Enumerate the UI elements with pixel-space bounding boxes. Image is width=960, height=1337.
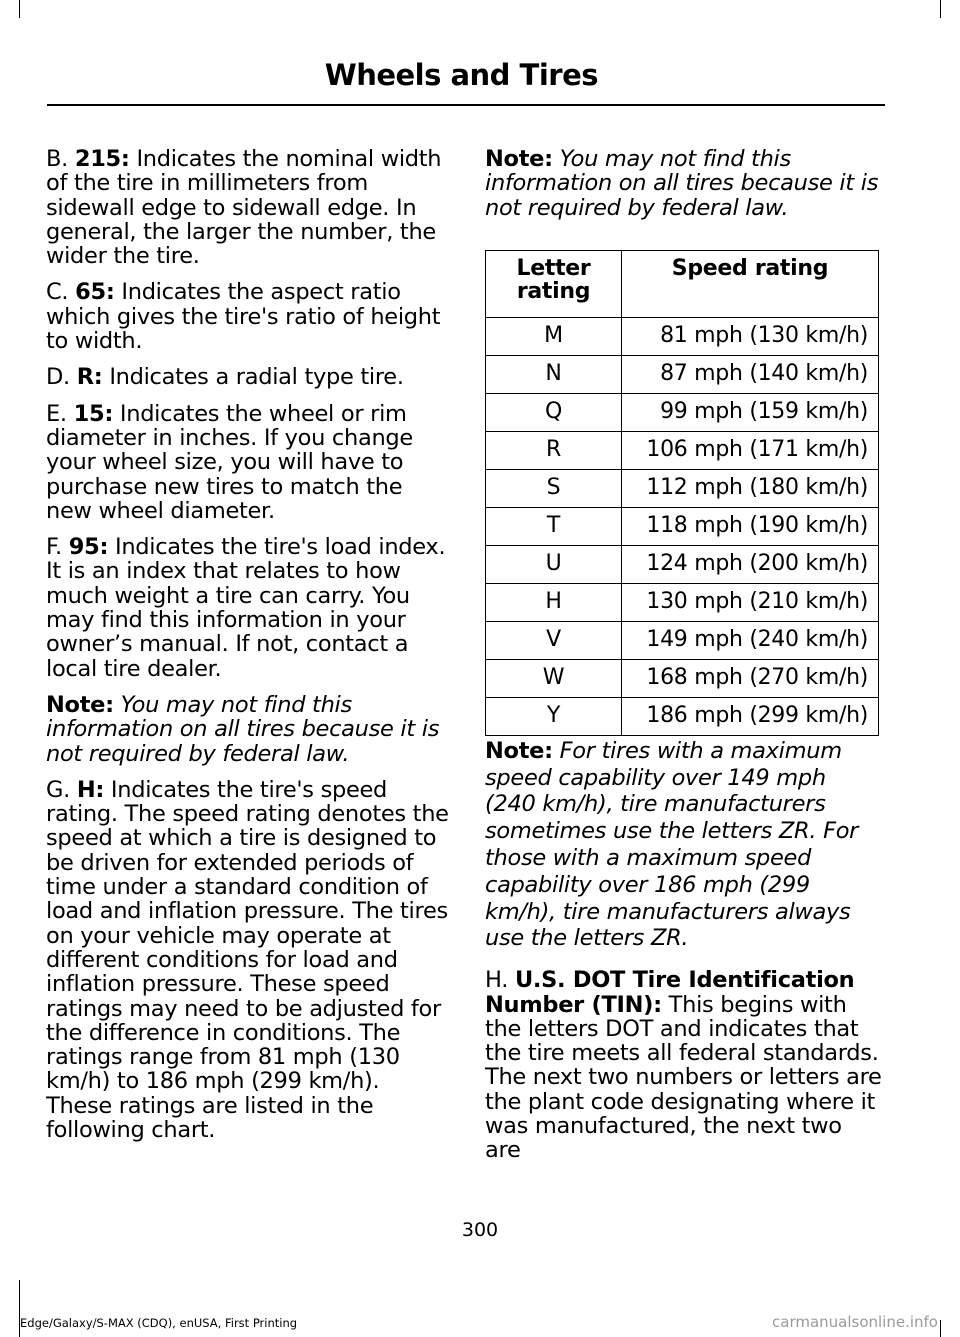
note-federal-law-right: Note: You may not find this information on all tires because it is not required by federal law. bbox=[485, 146, 879, 221]
item-h-key: U.S. DOT Tire Identification Number (TIN): bbox=[485, 967, 855, 1018]
letter-cell: T bbox=[486, 507, 622, 545]
left-column bbox=[46, 147, 450, 1154]
table-row bbox=[486, 621, 879, 659]
note-federal-law: Note: You may not find this information on all tires because it is not required by federal law. bbox=[46, 691, 440, 767]
header-letter-rating: Letter rating bbox=[486, 250, 622, 317]
letter-cell: U bbox=[486, 545, 622, 583]
item-b-key: 215: bbox=[74, 146, 130, 172]
table-row bbox=[486, 507, 879, 545]
item-g: G. H: Indicates the tire's speed rating. The speed rating denotes the speed at which a tire is designed to be driven for extended periods of time under a standard condition of load and inflation pressure. The tires on your vehicle may operate at different conditions for load and inflation pressure. These speed ratings may need to be adjusted for the difference in conditions. The ratings range from 81 mph (130 km/h) to 186 mph (299 km/h). These ratings are listed in the following chart. bbox=[46, 776, 449, 1143]
speed-cell: 106 mph (171 km/h) bbox=[622, 431, 879, 469]
note-zr-letters: Note: For tires with a maximum speed capability over 149 mph (240 km/h), tire manufacturers sometimes use the letters ZR. For those with a maximum speed capability over 186 mph (299 km/h), tire manufacturers always use the letters ZR. bbox=[485, 737, 859, 952]
item-b: B. 215: Indicates the nominal width of the tire in millimeters from sidewall edge to sidewall edge. In general, the larger the number, the wider the tire. bbox=[46, 146, 442, 270]
crop-mark-top-left bbox=[19, 0, 20, 18]
speed-rating-table bbox=[485, 250, 879, 736]
table-header-row bbox=[486, 250, 879, 317]
letter-cell: H bbox=[486, 583, 622, 621]
crop-mark-bottom-right bbox=[940, 1320, 941, 1337]
table-row bbox=[486, 659, 879, 697]
item-g-key: H: bbox=[76, 776, 105, 803]
page-number: 300 bbox=[461, 1219, 499, 1241]
item-f-key: 95: bbox=[68, 534, 109, 561]
item-h: H. U.S. DOT Tire Identification Number (TIN): This begins with the letters DOT and indicates that the tire meets all federal standards. The next two numbers or letters are the plant code designating where it was manufactured, the next two are bbox=[485, 967, 882, 1164]
table-row bbox=[486, 317, 879, 355]
note-label: Note: bbox=[485, 737, 553, 764]
letter-cell: Q bbox=[486, 393, 622, 431]
table-row bbox=[486, 545, 879, 583]
item-d-key: R: bbox=[76, 364, 103, 391]
letter-cell: Y bbox=[486, 697, 622, 735]
table-row bbox=[486, 697, 879, 735]
speed-cell: 81 mph (130 km/h) bbox=[622, 317, 879, 355]
edition-footer: Edge/Galaxy/S-MAX (CDQ), enUSA, First Printing bbox=[20, 1316, 298, 1330]
table-row bbox=[486, 355, 879, 393]
letter-cell: R bbox=[486, 431, 622, 469]
item-f: F. 95: Indicates the tire's load index. It is an index that relates to how much weight a tire can carry. You may find this information in your owner’s manual. If not, contact a local tire dealer. bbox=[46, 534, 446, 682]
table-row bbox=[486, 431, 879, 469]
speed-cell: 168 mph (270 km/h) bbox=[622, 659, 879, 697]
item-e-key: 15: bbox=[73, 400, 114, 427]
item-d: D. R: Indicates a radial type tire. bbox=[46, 364, 404, 391]
table-row bbox=[486, 393, 879, 431]
item-e: E. 15: Indicates the wheel or rim diameter in inches. If you change your wheel size, you will have to purchase new tires to match the new wheel diameter. bbox=[46, 400, 413, 524]
speed-cell: 87 mph (140 km/h) bbox=[622, 355, 879, 393]
letter-cell: S bbox=[486, 469, 622, 507]
header-divider bbox=[47, 104, 885, 106]
letter-cell: V bbox=[486, 621, 622, 659]
speed-cell: 130 mph (210 km/h) bbox=[622, 583, 879, 621]
speed-cell: 124 mph (200 km/h) bbox=[622, 545, 879, 583]
header-speed-rating: Speed rating bbox=[622, 250, 879, 317]
crop-mark-top-right bbox=[940, 0, 941, 18]
speed-cell: 118 mph (190 km/h) bbox=[622, 507, 879, 545]
table-row bbox=[486, 469, 879, 507]
speed-cell: 186 mph (299 km/h) bbox=[622, 697, 879, 735]
note-label: Note: bbox=[46, 691, 114, 718]
speed-cell: 149 mph (240 km/h) bbox=[622, 621, 879, 659]
right-column bbox=[485, 147, 883, 1175]
item-c-key: 65: bbox=[75, 279, 115, 306]
page-title: Wheels and Tires bbox=[324, 58, 598, 92]
letter-cell: N bbox=[486, 355, 622, 393]
speed-cell: 112 mph (180 km/h) bbox=[622, 469, 879, 507]
note-label: Note: bbox=[485, 146, 553, 172]
watermark: carmanualsonline.info bbox=[772, 1313, 938, 1331]
letter-cell: M bbox=[486, 317, 622, 355]
letter-cell: W bbox=[486, 659, 622, 697]
table-row bbox=[486, 583, 879, 621]
speed-cell: 99 mph (159 km/h) bbox=[622, 393, 879, 431]
item-c: C. 65: Indicates the aspect ratio which gives the tire's ratio of height to width. bbox=[46, 279, 441, 355]
